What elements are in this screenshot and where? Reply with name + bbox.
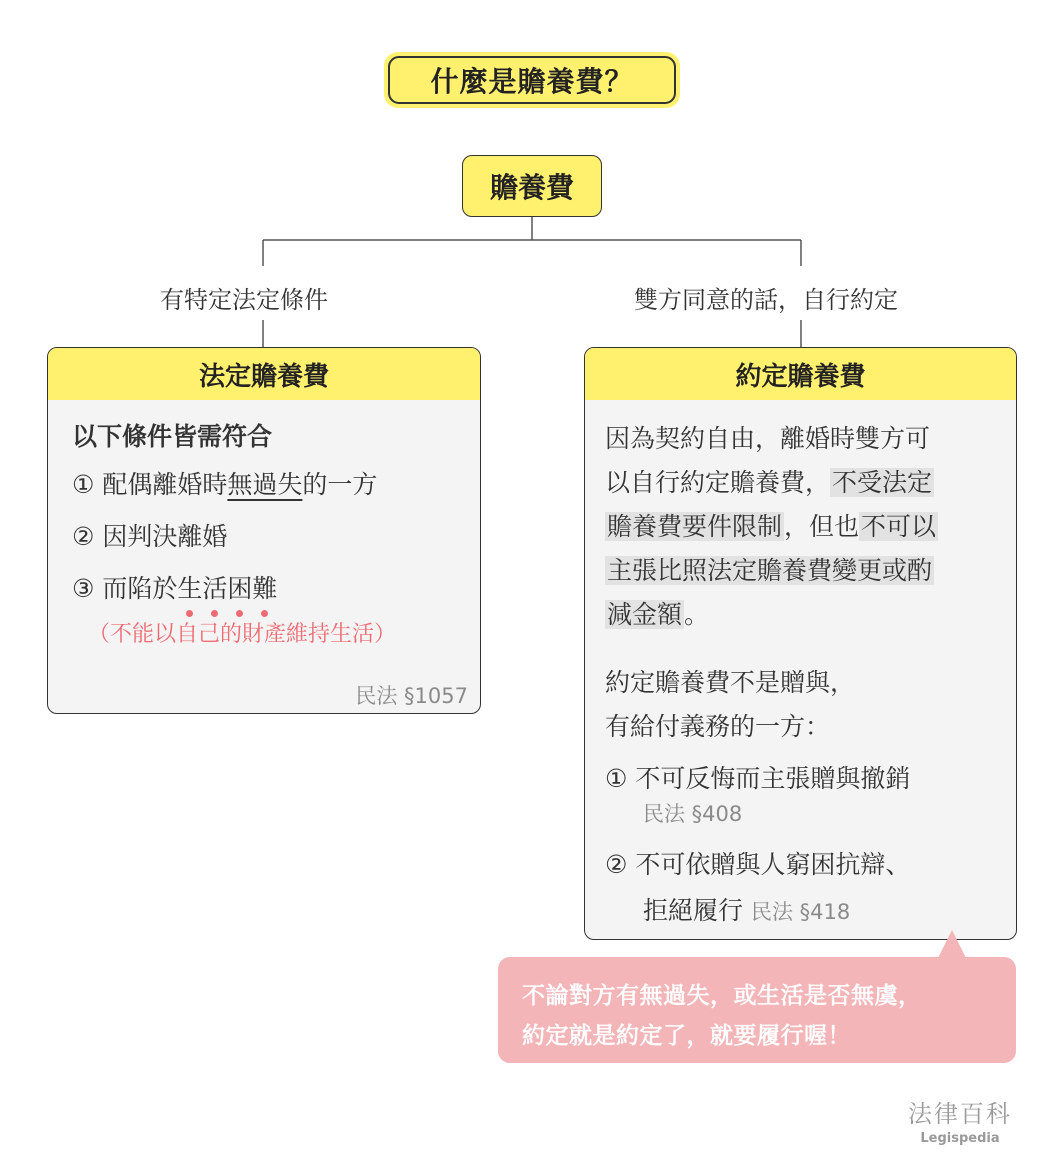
condition-2-text: 因判決離婚 [102,522,228,551]
obligation-item-2-cont [643,898,850,923]
agreed-alimony-header: 約定贍養費 [585,348,1016,400]
obligation-item-2 [605,852,910,877]
condition-item-1 [72,472,377,497]
freedom-of-contract-line-2 [605,470,934,495]
line-2-text: 以自行約定贍養費， [605,468,831,497]
hardship-note: （不能以自己的財產維持生活） [88,622,397,647]
civil-code-1057-citation: 民法 §1057 [355,684,468,708]
condition-item-3 [72,576,277,601]
line-5-text: 。 [684,600,710,629]
bubble-line-1: 不論對方有無過失，或生活是否無虞， [522,983,922,1009]
conditions-intro: 以下條件皆需符合 [72,422,273,451]
obligation-1-number: ① [605,764,628,793]
brand-logo [908,1094,1012,1146]
highlight-cannot: 不可以 [861,512,937,541]
no-fault-underlined: 無過失 [227,470,303,499]
condition-1-text-pre: 配偶離婚時 [102,470,228,499]
highlight-claim-change: 主張比照法定贍養費變更或酌 [607,556,933,585]
condition-2-number: ② [72,522,95,551]
tree-connectors [0,0,1064,400]
brand-name: 法律百科 [908,1100,1012,1128]
page-title: 什麼是贍養費？ [388,56,676,104]
obligation-2-text-cont: 拒絕履行 [643,896,744,925]
highlight-reduce-amount: 減金額 [607,600,683,629]
civil-code-408-citation: 民法 §408 [643,802,743,826]
freedom-of-contract-line-4 [605,558,934,583]
highlight-requirements: 贍養費要件限制 [607,512,783,541]
left-branch-label: 有特定法定條件 [160,286,328,314]
line-3-text: ，但也 [784,512,860,541]
freedom-of-contract-line-1: 因為契約自由，離婚時雙方可 [605,424,931,453]
speech-bubble [498,957,1016,1063]
highlight-not-bound: 不受法定 [832,468,933,497]
not-a-gift-line-2: 有給付義務的一方： [605,712,831,741]
right-branch-label: 雙方同意的話，自行約定 [634,286,898,314]
obligation-2-number: ② [605,850,628,879]
obligation-2-text: 不可依贈與人窮困抗辯、 [635,850,911,879]
obligation-1-text: 不可反悔而主張贈與撤銷 [635,764,911,793]
statutory-alimony-header: 法定贍養費 [48,348,480,400]
statutory-alimony-card [47,347,481,714]
condition-item-2 [72,524,227,549]
life-hardship-emphasis [177,576,277,601]
brand-name-en: Legispedia [920,1131,1000,1146]
speech-bubble-tail [938,930,966,958]
life-hardship-text: 生活困難 [177,574,278,603]
root-node: 贍養費 [462,155,602,217]
agreed-alimony-card [584,347,1017,940]
freedom-of-contract-line-3 [605,514,938,539]
bubble-line-2: 約定就是約定了，就要履行喔！ [522,1023,851,1049]
not-a-gift-line-1: 約定贍養費不是贈與， [605,668,856,697]
emphasis-dots [177,610,277,617]
condition-1-text-post: 的一方 [302,470,378,499]
freedom-of-contract-line-5 [605,602,709,627]
obligation-item-1 [605,766,910,791]
condition-1-number: ① [72,470,95,499]
condition-3-text-pre: 而陷於 [102,574,178,603]
condition-3-number: ③ [72,574,95,603]
civil-code-418-citation: 民法 §418 [750,900,851,924]
